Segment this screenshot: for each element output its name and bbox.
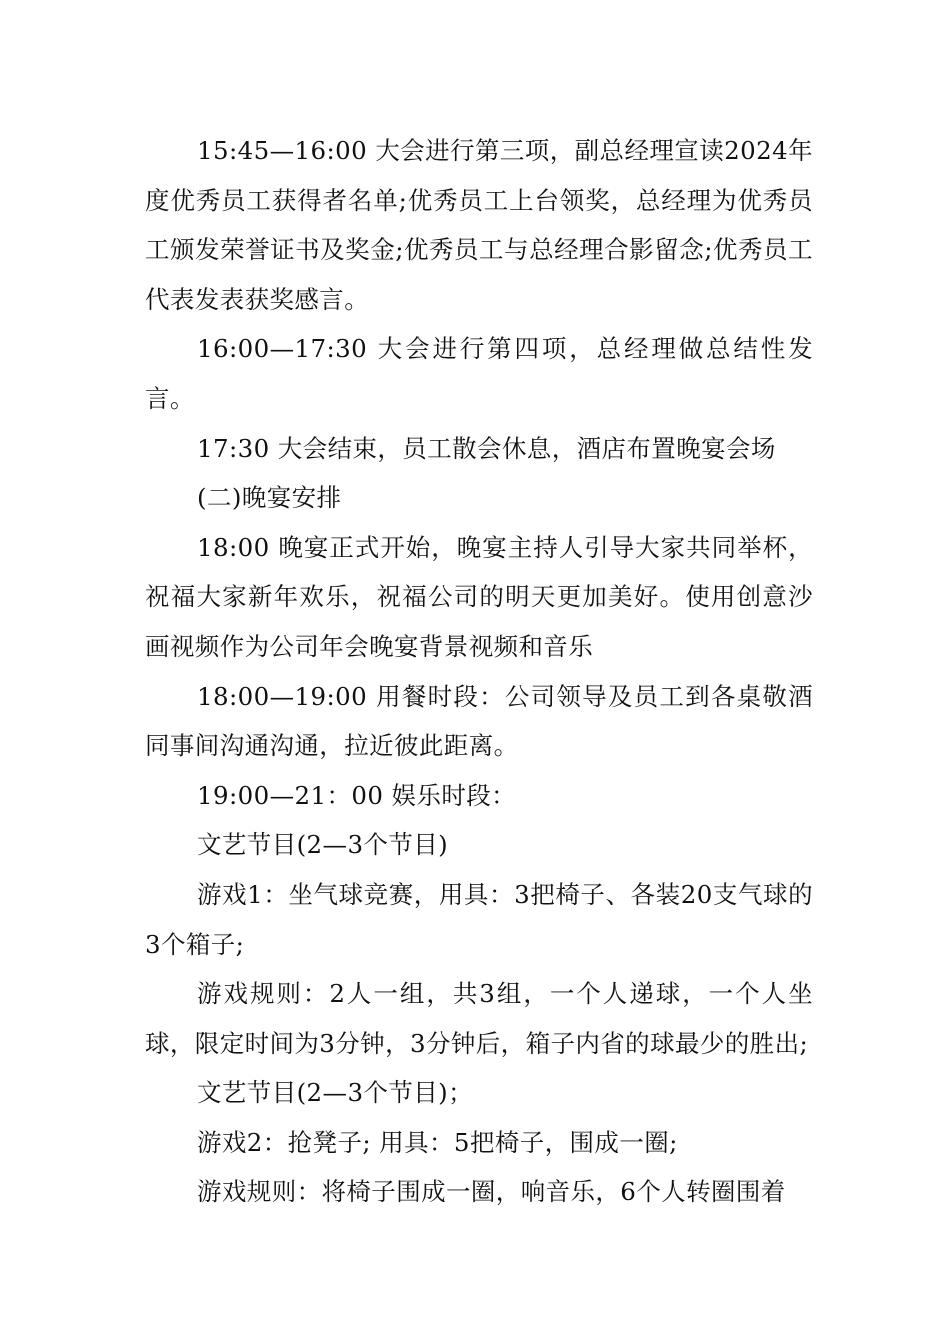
paragraph-game-2: 游戏2：抢凳子; 用具：5把椅子，围成一圈; bbox=[197, 1127, 678, 1157]
paragraph-entertainment-period: 19:00—21：00 娱乐时段： bbox=[197, 780, 517, 810]
paragraph-meeting-end: 17:30 大会结束，员工散会休息，酒店布置晚宴会场 bbox=[197, 433, 776, 463]
paragraph-banquet-start: 18:00 晚宴正式开始，晚宴主持人引导大家共同举杯，祝福大家新年欢乐，祝福公司的明天更加美好。使用创意沙画视频作为公司年会晚宴背景视频和音乐 bbox=[145, 532, 813, 661]
paragraph-game-2-rules: 游戏规则：将椅子围成一圈，响音乐，6个人转圈围着 bbox=[197, 1177, 786, 1207]
paragraph-closing-speech: 16:00—17:30 大会进行第四项，总经理做总结性发言。 bbox=[145, 334, 813, 413]
document-body bbox=[145, 126, 813, 1217]
paragraph-game-1-rules: 游戏规则：2人一组，共3组，一个人递球，一个人坐球，限定时间为3分钟，3分钟后，箱子内省的球最少的胜出; bbox=[145, 979, 813, 1058]
section-heading-banquet: (二)晚宴安排 bbox=[197, 483, 342, 513]
paragraph-performance-1: 文艺节目(2—3个节目) bbox=[197, 830, 449, 860]
paragraph-performance-2: 文艺节目(2—3个节目)； bbox=[197, 1078, 473, 1108]
paragraph-game-1: 游戏1：坐气球竞赛，用具：3把椅子、各装20支气球的3个箱子; bbox=[145, 879, 813, 959]
paragraph-awards-session: 15:45—16:00 大会进行第三项，副总经理宣读2024年度优秀员工获得者名单;优秀员工上台领奖，总经理为优秀员工颁发荣誉证书及奖金;优秀员工与总经理合影留念;优秀员工代表发表获奖感言。 bbox=[145, 136, 813, 314]
paragraph-dining-period: 18:00—19:00 用餐时段：公司领导及员工到各桌敬酒同事间沟通沟通，拉近彼此距离。 bbox=[145, 681, 813, 761]
